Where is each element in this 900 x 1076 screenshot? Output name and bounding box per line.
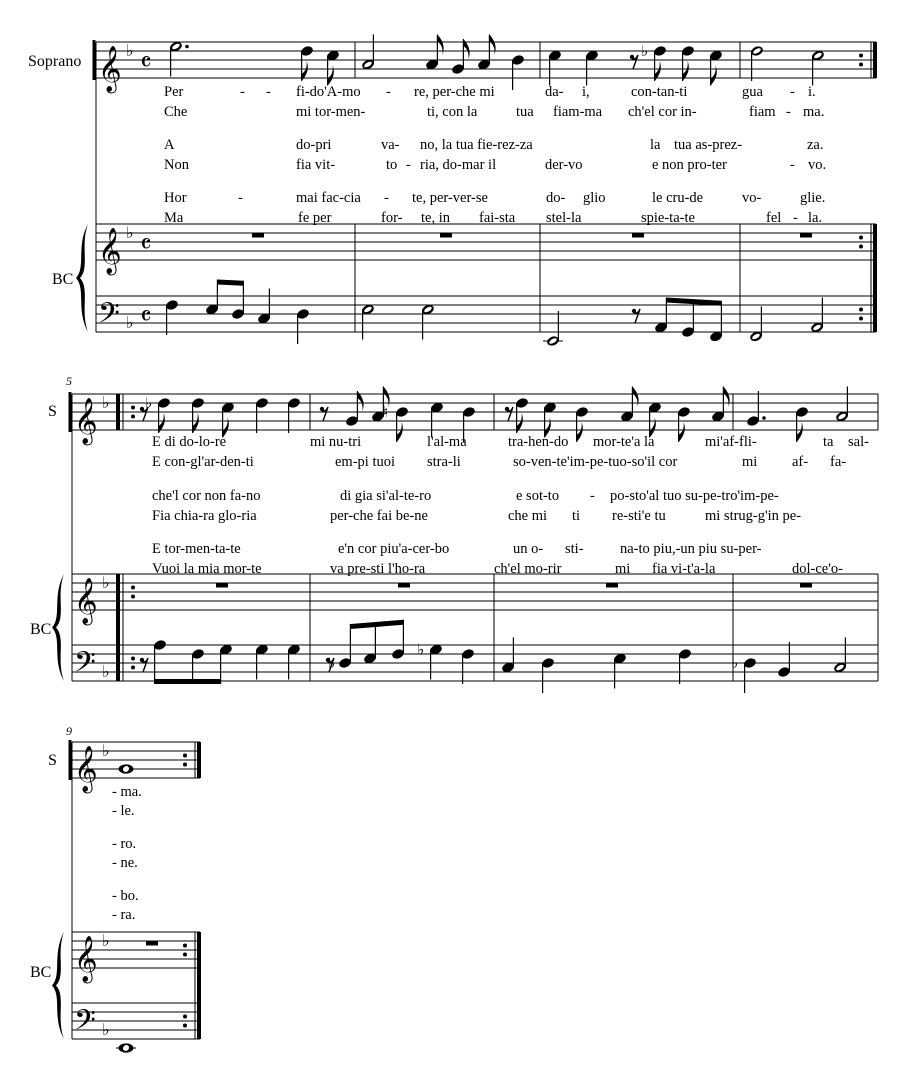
treble-clef: 𝄞 [74,578,98,624]
repeat-dot [131,415,135,419]
measure-number: 9 [66,724,72,738]
lyrics-system-2 [152,434,869,577]
instrument-label-s: S [48,403,57,420]
key-signature-flat: ♭ [102,662,110,681]
whole-rest [216,583,228,588]
accidental: ♭ [328,654,336,672]
lyric-line: che'l cor non fa-no di gia si'al-te-ro e sot-to - po-sto'al tuo su-pe-tro'im-pe- [152,488,779,504]
repeat-dot [131,657,135,661]
accidental: ♮ [383,403,389,421]
grand-staff-brace [52,932,64,1039]
lyric-line: Non fia vit- to - ria, do-mar il der-vo e non pro-ter - vo. [164,157,827,173]
lyric-line: - ro. [112,836,137,852]
whole-rest [606,583,618,588]
beam [155,679,221,684]
measure-number: 5 [66,374,72,388]
key-signature-flat: ♭ [102,931,110,950]
lyric-line: Per - - fi-do'A-mo - re, per-che mi da- i, con-tan-ti gua - i. [164,84,816,100]
flag [397,422,403,442]
lyric-line: Ma fe per for- te, in fai-sta stel-la spie-ta-te fel - la. [164,210,823,226]
whole-rest [252,233,264,238]
dot [185,45,189,49]
accidental: ♭ [641,42,649,60]
dot [762,416,766,420]
repeat-dot [859,236,863,240]
key-signature-flat: ♭ [102,393,110,412]
lyric-line: E tor-men-ta-te e'n cor piu'a-cer-bo un o- sti- na-to piu,-un piu su-per- [152,541,762,557]
lyrics-system-1 [164,84,826,226]
repeat-dot [183,763,187,767]
instrument-label-bc: BC [30,964,52,981]
repeat-dot [131,586,135,590]
repeat-dot [183,754,187,758]
flag [679,422,685,442]
repeat-dot [859,317,863,321]
lyric-line: - le. [112,803,135,819]
repeat-dot [131,666,135,670]
whole-rest [800,583,812,588]
lyric-line: - ne. [112,855,138,871]
lyric-line: E con-gl'ar-den-ti em-pi tuoi stra-li so-ven-te'im-pe-tuo-so'il cor mi af- fa- [152,454,847,470]
repeat-dot [131,406,135,410]
lyric-line: - ra. [112,907,136,923]
time-signature: 𝄴 [140,48,152,78]
lyric-line: E di do-lo-re mi nu-tri l'al-ma tra-hen-do mor-te'a la mi'af-fli- ta sal- [152,434,869,450]
instrument-label-soprano: Soprano [28,53,82,70]
grand-staff-brace [76,224,88,332]
key-signature-flat: ♭ [126,41,134,60]
lyric-line: - ma. [112,784,142,800]
repeat-dot [859,245,863,249]
repeat-dot [183,1024,187,1028]
instrument-label-s: S [48,752,57,769]
whole-rest [440,233,452,238]
key-signature-flat: ♭ [126,223,134,242]
whole-rest [632,233,644,238]
time-signature: 𝄴 [140,302,152,332]
flag [577,422,583,442]
repeat-dot [131,595,135,599]
instrument-label-bc: BC [52,271,74,288]
lyric-line: Vuoi la mia mor-te va pre-sti l'ho-ra ch'el mo-rir mi fia vi-t'a-la dol-ce'o- [152,561,843,577]
key-signature-flat: ♭ [102,1020,110,1039]
treble-clef: 𝄞 [98,228,122,274]
repeat-dot [859,54,863,58]
key-signature-flat: ♭ [126,313,134,332]
lyric-line: A do-pri va- no, la tua fie-rez-za la tua as-prez- za. [164,137,824,153]
flag [797,422,803,442]
accidental: ♭ [417,640,425,659]
lyric-line: - bo. [112,888,139,904]
repeat-dot [859,63,863,67]
grand-staff-brace [52,574,64,681]
beam [350,620,403,629]
repeat-dot [183,1015,187,1019]
time-signature: 𝄴 [140,230,152,260]
repeat-dot [859,308,863,312]
lyric-line: Fia chia-ra glo-ria per-che fai be-ne che mi ti re-sti'e tu mi strug-g'in pe- [152,508,802,524]
beam [217,280,243,286]
repeat-dot [183,953,187,957]
lyrics-system-3 [112,784,142,923]
treble-clef: 𝄞 [74,746,98,792]
key-signature-flat: ♭ [102,573,110,592]
treble-clef: 𝄞 [74,936,98,982]
bass-clef: 𝄢 [98,297,120,337]
whole-rest [398,583,410,588]
key-signature-flat: ♭ [102,741,110,760]
treble-clef: 𝄞 [74,398,98,444]
accidental: ♭ [731,654,739,672]
lyric-line: Che mi tor-men- ti, con la tua fiam-ma ch'el cor in- fiam - ma. [164,104,825,120]
whole-rest [146,941,158,946]
whole-rest [800,233,812,238]
treble-clef: 𝄞 [98,46,122,92]
repeat-dot [183,944,187,948]
instrument-label-bc: BC [30,621,52,638]
lyric-line: Hor - mai fac-cia - te, per-ver-se do- glio le cru-de vo- glie. [164,190,826,206]
bass-clef: 𝄢 [74,1004,96,1044]
bass-clef: 𝄢 [74,646,96,686]
accidental: ♭ [145,394,153,412]
